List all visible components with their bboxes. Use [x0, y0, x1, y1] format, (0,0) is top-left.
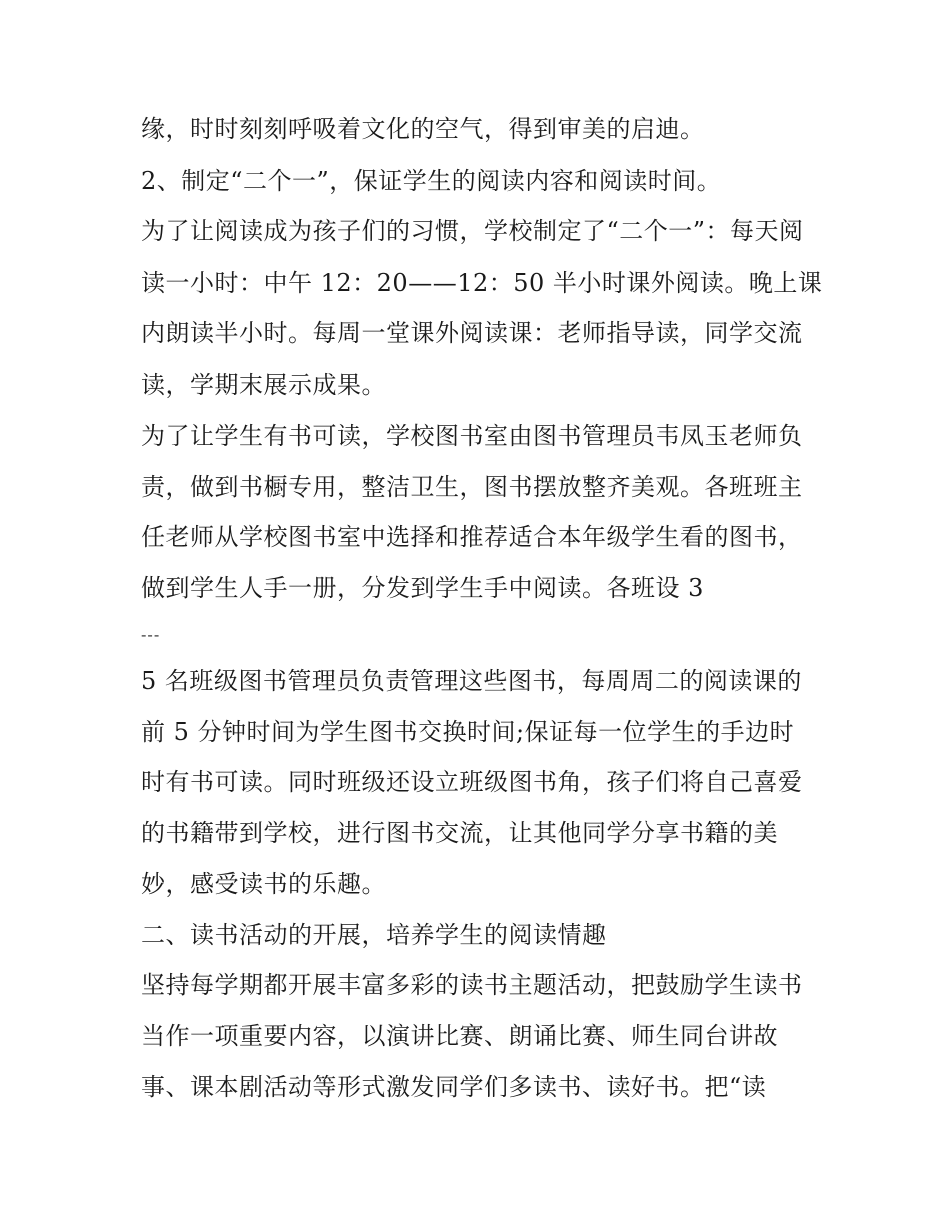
text-line: 读一小时：中午 12：20——12：50 半小时课外阅读。晚上课	[141, 269, 823, 297]
text-line: 责，做到书橱专用，整洁卫生，图书摆放整齐美观。各班班主	[141, 473, 803, 501]
text-line: 前 5 分钟时间为学生图书交换时间;保证每一位学生的手边时	[141, 718, 795, 746]
page-separator: ---	[141, 625, 161, 644]
text-line: 坚持每学期都开展丰富多彩的读书主题活动，把鼓励学生读书	[141, 971, 803, 999]
text-line: 事、课本剧活动等形式激发同学们多读书、读好书。把“读	[141, 1073, 767, 1101]
text-line: 缘，时时刻刻呼吸着文化的空气，得到审美的启迪。	[141, 115, 705, 143]
text-line: 时有书可读。同时班级还设立班级图书角，孩子们将自己喜爱	[141, 768, 803, 796]
text-line: 的书籍带到学校，进行图书交流，让其他同学分享书籍的美	[141, 819, 778, 847]
section-heading: 二、读书活动的开展，培养学生的阅读情趣	[141, 921, 607, 949]
text-line: 读，学期末展示成果。	[141, 371, 386, 399]
text-line: 当作一项重要内容，以演讲比赛、朗诵比赛、师生同台讲故	[141, 1022, 778, 1050]
section-heading: 2、制定“二个一”，保证学生的阅读内容和阅读时间。	[141, 167, 722, 195]
text-line: 为了让阅读成为孩子们的习惯，学校制定了“二个一”：每天阅	[141, 217, 804, 245]
text-line: 5 名班级图书管理员负责管理这些图书，每周周二的阅读课的	[141, 667, 802, 695]
text-line: 为了让学生有书可读，学校图书室由图书管理员韦凤玉老师负	[141, 422, 803, 450]
text-line: 妙，感受读书的乐趣。	[141, 870, 386, 898]
text-line: 做到学生人手一册，分发到学生手中阅读。各班设 3	[141, 574, 704, 602]
text-line: 任老师从学校图书室中选择和推荐适合本年级学生看的图书，	[141, 523, 803, 551]
text-line: 内朗读半小时。每周一堂课外阅读课：老师指导读，同学交流	[141, 319, 803, 347]
